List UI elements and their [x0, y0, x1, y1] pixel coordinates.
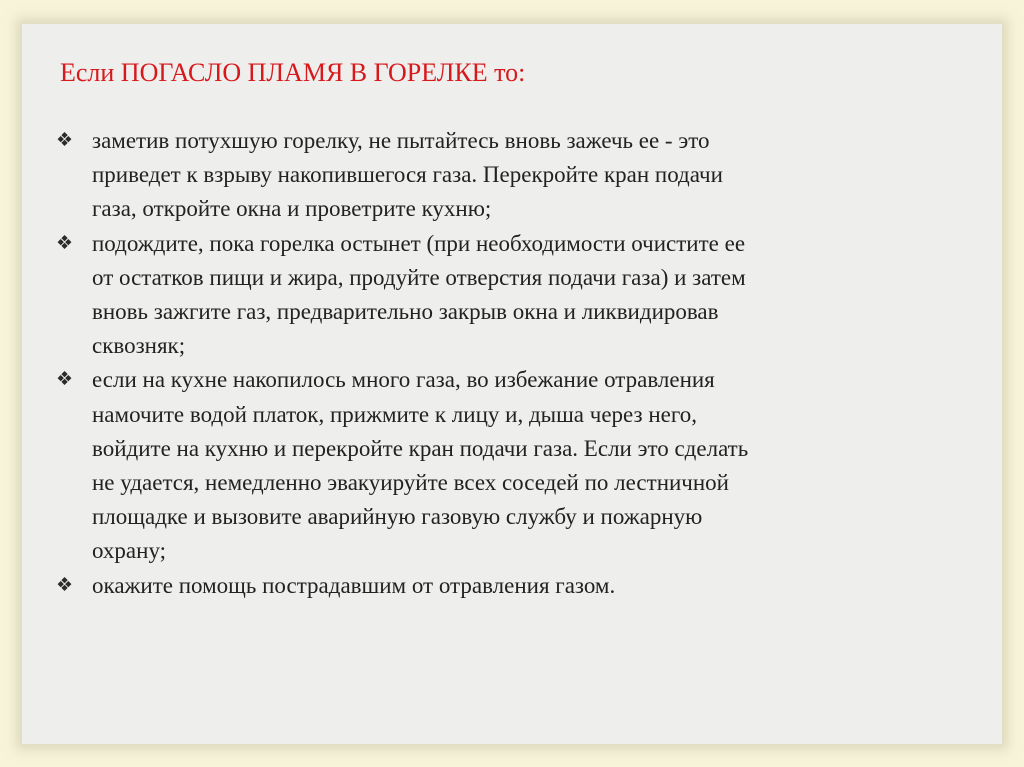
four-diamond-bullet-icon: ❖ [56, 130, 74, 151]
bullet-text-line: вновь зажгите газ, предварительно закрыв окна и ликвидировав [92, 299, 719, 325]
bullet-text-line: если на кухне накопилось много газа, во избежание отравления [92, 367, 715, 393]
bullet-text-line: подождите, пока горелка остынет (при необходимости очистите ее [92, 230, 746, 256]
bullet-item-3 [48, 363, 928, 568]
bullet-text-line: не удается, немедленно эвакуируйте всех соседей по лестничной [92, 470, 729, 496]
bullet-text-line: газа, откройте окна и проветрите кухню; [92, 196, 492, 222]
slide-title: Если ПОГАСЛО ПЛАМЯ В ГОРЕЛКЕ то: [60, 58, 526, 87]
four-diamond-bullet-icon: ❖ [56, 232, 74, 254]
four-diamond-bullet-icon: ❖ [56, 574, 74, 596]
bullet-text-line: войдите на кухню и перекройте кран подачи газа. Если это сделать [92, 435, 749, 461]
bullet-text-line: окажите помощь пострадавшим от отравления газом. [92, 572, 616, 598]
bullet-item-2 [48, 227, 928, 364]
bullet-text-line: сквозняк; [92, 333, 186, 359]
bullet-text-line: намочите водой платок, прижмите к лицу и, дыша через него, [92, 401, 697, 427]
bullet-text-line: от остатков пищи и жира, продуйте отверстия подачи газа) и затем [92, 264, 746, 290]
bullet-text-line: площадке и вызовите аварийную газовую службу и пожарную [92, 504, 703, 530]
bullet-item-1 [48, 124, 928, 227]
four-diamond-bullet-icon: ❖ [56, 369, 74, 391]
bullet-item-4 [48, 569, 928, 603]
bullet-text-line: приведет к взрыву накопившегося газа. Перекройте кран подачи [92, 162, 723, 188]
bullet-list [48, 124, 928, 603]
bullet-text-line: охрану; [92, 538, 167, 564]
bullet-text-line: заметив потухшую горелку, не пытайтесь вновь зажечь ее - это [92, 128, 710, 153]
